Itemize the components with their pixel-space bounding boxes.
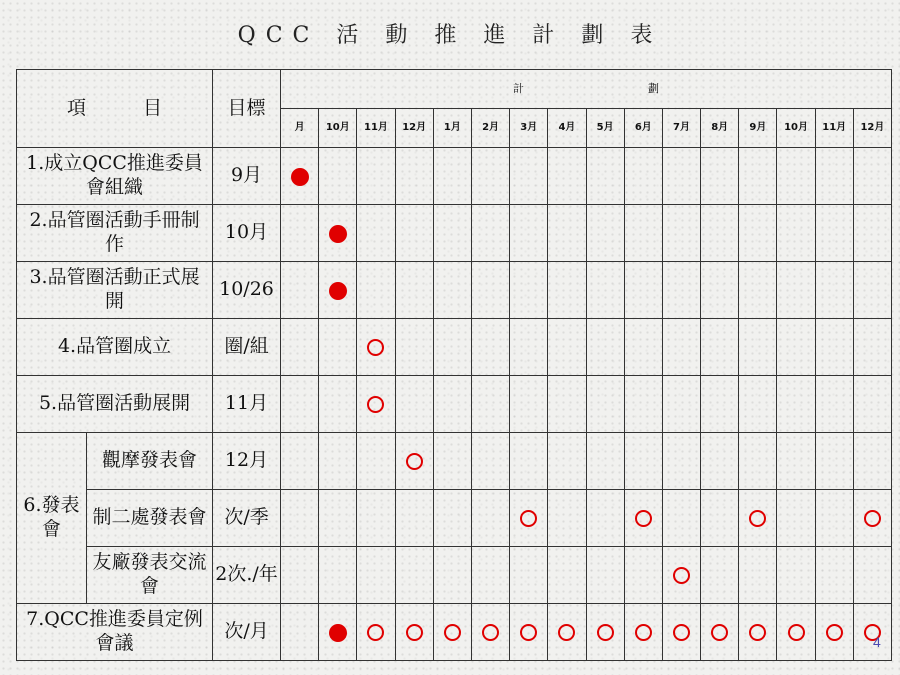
month-cell (471, 604, 509, 661)
month-cell (281, 148, 319, 205)
month-cell (853, 376, 891, 433)
month-header-cell: 1月 (433, 109, 471, 148)
month-header-cell: 2月 (471, 109, 509, 148)
month-cell (357, 205, 395, 262)
month-cell (739, 547, 777, 604)
month-cell (701, 262, 739, 319)
plan-row (17, 148, 892, 205)
month-cell (662, 547, 700, 604)
month-cell (281, 433, 319, 490)
target-cell: 10月 (213, 205, 281, 262)
month-cell (777, 148, 815, 205)
hollow-circle-mark (788, 624, 805, 641)
month-cell (510, 319, 548, 376)
item-cell: 7.QCC推進委員定例會議 (17, 604, 213, 661)
header-plan (281, 70, 892, 109)
header-item: 項 目 (17, 70, 213, 148)
month-cell (281, 490, 319, 547)
month-cell (548, 433, 586, 490)
month-header-cell: 10月 (319, 109, 357, 148)
month-cell (739, 262, 777, 319)
month-cell (433, 604, 471, 661)
month-cell (510, 376, 548, 433)
month-header-cell: 12月 (395, 109, 433, 148)
month-header-cell: 3月 (510, 109, 548, 148)
month-cell (357, 547, 395, 604)
month-header-cell: 9月 (739, 109, 777, 148)
month-cell (395, 547, 433, 604)
month-cell (357, 376, 395, 433)
month-cell (815, 604, 853, 661)
month-header-cell: 4月 (548, 109, 586, 148)
header-plan-right: 劃 (648, 82, 660, 96)
plan-row (17, 433, 892, 490)
hollow-circle-mark (558, 624, 575, 641)
target-cell: 12月 (213, 433, 281, 490)
month-cell (777, 376, 815, 433)
month-cell (853, 547, 891, 604)
month-cell (853, 319, 891, 376)
month-cell (395, 376, 433, 433)
month-cell (395, 205, 433, 262)
month-cell (510, 490, 548, 547)
month-cell (586, 319, 624, 376)
target-cell: 11月 (213, 376, 281, 433)
month-cell (701, 490, 739, 547)
plan-table (16, 69, 892, 661)
month-cell (510, 433, 548, 490)
month-cell (739, 376, 777, 433)
month-cell (281, 604, 319, 661)
month-cell (624, 148, 662, 205)
month-cell (510, 604, 548, 661)
month-cell (433, 376, 471, 433)
hollow-circle-mark (406, 624, 423, 641)
month-cell (281, 376, 319, 433)
month-cell (624, 205, 662, 262)
month-cell (357, 262, 395, 319)
hollow-circle-mark (444, 624, 461, 641)
month-cell (281, 319, 319, 376)
hollow-circle-mark (711, 624, 728, 641)
month-cell (548, 148, 586, 205)
hollow-circle-mark (520, 624, 537, 641)
month-cell (471, 319, 509, 376)
month-cell (548, 547, 586, 604)
target-cell: 2次./年 (213, 547, 281, 604)
hollow-circle-mark (673, 567, 690, 584)
month-header-cell: 6月 (624, 109, 662, 148)
hollow-circle-mark (367, 396, 384, 413)
month-header-cell: 5月 (586, 109, 624, 148)
page-title: QCC 活 動 推 進 計 劃 表 (237, 23, 663, 48)
month-cell (777, 433, 815, 490)
month-cell (815, 262, 853, 319)
item-cell: 制二處發表會 (87, 490, 213, 547)
month-header-cell: 11月 (357, 109, 395, 148)
month-cell (662, 262, 700, 319)
hollow-circle-mark (367, 624, 384, 641)
month-cell (319, 148, 357, 205)
hollow-circle-mark (864, 510, 881, 527)
header-plan-left: 計 (513, 82, 525, 96)
month-cell (471, 205, 509, 262)
month-cell (586, 433, 624, 490)
month-cell (433, 547, 471, 604)
month-header-cell: 8月 (701, 109, 739, 148)
month-cell (471, 148, 509, 205)
month-cell (281, 547, 319, 604)
month-cell (815, 319, 853, 376)
month-cell (815, 205, 853, 262)
month-cell (471, 490, 509, 547)
month-cell (853, 262, 891, 319)
month-cell (624, 604, 662, 661)
month-cell (815, 490, 853, 547)
month-cell (586, 547, 624, 604)
month-cell (548, 319, 586, 376)
month-cell (281, 205, 319, 262)
month-cell (662, 490, 700, 547)
filled-circle-mark (329, 225, 347, 243)
month-cell (395, 604, 433, 661)
month-cell (395, 319, 433, 376)
item-cell: 3.品管圈活動正式展開 (17, 262, 213, 319)
month-cell (624, 433, 662, 490)
month-cell (777, 319, 815, 376)
month-cell (701, 547, 739, 604)
month-cell (662, 433, 700, 490)
month-cell (510, 148, 548, 205)
month-cell (701, 604, 739, 661)
month-cell (319, 433, 357, 490)
month-cell (739, 148, 777, 205)
target-cell: 圈/組 (213, 319, 281, 376)
month-cell (319, 262, 357, 319)
month-cell (433, 319, 471, 376)
month-cell (701, 319, 739, 376)
month-cell (662, 319, 700, 376)
month-cell (624, 376, 662, 433)
month-header-cell: 11月 (815, 109, 853, 148)
hollow-circle-mark (482, 624, 499, 641)
month-cell (853, 148, 891, 205)
hollow-circle-mark (367, 339, 384, 356)
month-cell (777, 547, 815, 604)
month-cell (471, 547, 509, 604)
month-cell (815, 376, 853, 433)
month-cell (701, 205, 739, 262)
plan-row (17, 319, 892, 376)
month-cell (739, 604, 777, 661)
item-cell: 1.成立QCC推進委員會組織 (17, 148, 213, 205)
month-cell (548, 205, 586, 262)
month-cell (739, 319, 777, 376)
month-cell (624, 490, 662, 547)
month-cell (739, 433, 777, 490)
hollow-circle-mark (597, 624, 614, 641)
plan-row (17, 262, 892, 319)
target-cell: 次/季 (213, 490, 281, 547)
header-target: 目標 (213, 70, 281, 148)
month-cell (586, 262, 624, 319)
month-cell (586, 604, 624, 661)
month-cell (739, 490, 777, 547)
month-cell (395, 262, 433, 319)
month-cell (433, 262, 471, 319)
month-header-cell: 12月 (853, 109, 891, 148)
item-cell: 觀摩發表會 (87, 433, 213, 490)
month-cell (548, 376, 586, 433)
month-cell (433, 148, 471, 205)
filled-circle-mark (329, 624, 347, 642)
item-cell: 4.品管圈成立 (17, 319, 213, 376)
target-cell: 10/26 (213, 262, 281, 319)
month-cell (662, 205, 700, 262)
month-cell (815, 433, 853, 490)
month-cell (853, 433, 891, 490)
group-label: 6.發表會 (17, 433, 87, 604)
month-cell (662, 376, 700, 433)
month-cell (319, 490, 357, 547)
month-cell (319, 376, 357, 433)
month-header-cell: 10月 (777, 109, 815, 148)
month-cell (777, 205, 815, 262)
hollow-circle-mark (635, 510, 652, 527)
month-cell (319, 547, 357, 604)
month-cell (319, 319, 357, 376)
hollow-circle-mark (635, 624, 652, 641)
month-header-cell: 7月 (662, 109, 700, 148)
month-cell (548, 604, 586, 661)
month-cell (433, 433, 471, 490)
month-cell (777, 262, 815, 319)
month-cell (319, 205, 357, 262)
plan-row (17, 205, 892, 262)
month-cell (853, 205, 891, 262)
target-cell: 次/月 (213, 604, 281, 661)
month-cell (701, 433, 739, 490)
month-cell (395, 490, 433, 547)
month-cell (624, 262, 662, 319)
month-cell (701, 148, 739, 205)
month-cell (395, 433, 433, 490)
month-cell (777, 490, 815, 547)
header-row (17, 70, 892, 109)
month-cell (586, 490, 624, 547)
month-cell (624, 319, 662, 376)
month-cell (586, 205, 624, 262)
month-cell (433, 205, 471, 262)
hollow-circle-mark (673, 624, 690, 641)
page-number: 4 (873, 634, 881, 650)
month-cell (853, 604, 891, 661)
item-cell: 友廠發表交流會 (87, 547, 213, 604)
item-cell: 5.品管圈活動展開 (17, 376, 213, 433)
month-cell (433, 490, 471, 547)
month-cell (395, 148, 433, 205)
item-cell: 2.品管圈活動手冊制作 (17, 205, 213, 262)
month-cell (662, 148, 700, 205)
month-cell (586, 376, 624, 433)
month-cell (357, 433, 395, 490)
month-cell (815, 148, 853, 205)
plan-row (17, 376, 892, 433)
month-cell (510, 262, 548, 319)
month-cell (357, 490, 395, 547)
target-cell: 9月 (213, 148, 281, 205)
month-cell (357, 148, 395, 205)
month-cell (815, 547, 853, 604)
filled-circle-mark (329, 282, 347, 300)
hollow-circle-mark (749, 624, 766, 641)
month-cell (662, 604, 700, 661)
hollow-circle-mark (406, 453, 423, 470)
month-cell (510, 205, 548, 262)
hollow-circle-mark (520, 510, 537, 527)
month-cell (701, 376, 739, 433)
month-cell (471, 376, 509, 433)
month-cell (281, 262, 319, 319)
month-cell (510, 547, 548, 604)
month-header-cell: 月 (281, 109, 319, 148)
hollow-circle-mark (826, 624, 843, 641)
month-cell (319, 604, 357, 661)
month-cell (471, 433, 509, 490)
month-cell (777, 604, 815, 661)
month-cell (548, 490, 586, 547)
month-cell (357, 319, 395, 376)
month-cell (624, 547, 662, 604)
filled-circle-mark (291, 168, 309, 186)
month-cell (853, 490, 891, 547)
month-cell (471, 262, 509, 319)
month-cell (739, 205, 777, 262)
plan-row (17, 490, 892, 547)
hollow-circle-mark (749, 510, 766, 527)
plan-row (17, 547, 892, 604)
month-cell (548, 262, 586, 319)
plan-row (17, 604, 892, 661)
month-cell (357, 604, 395, 661)
month-cell (586, 148, 624, 205)
